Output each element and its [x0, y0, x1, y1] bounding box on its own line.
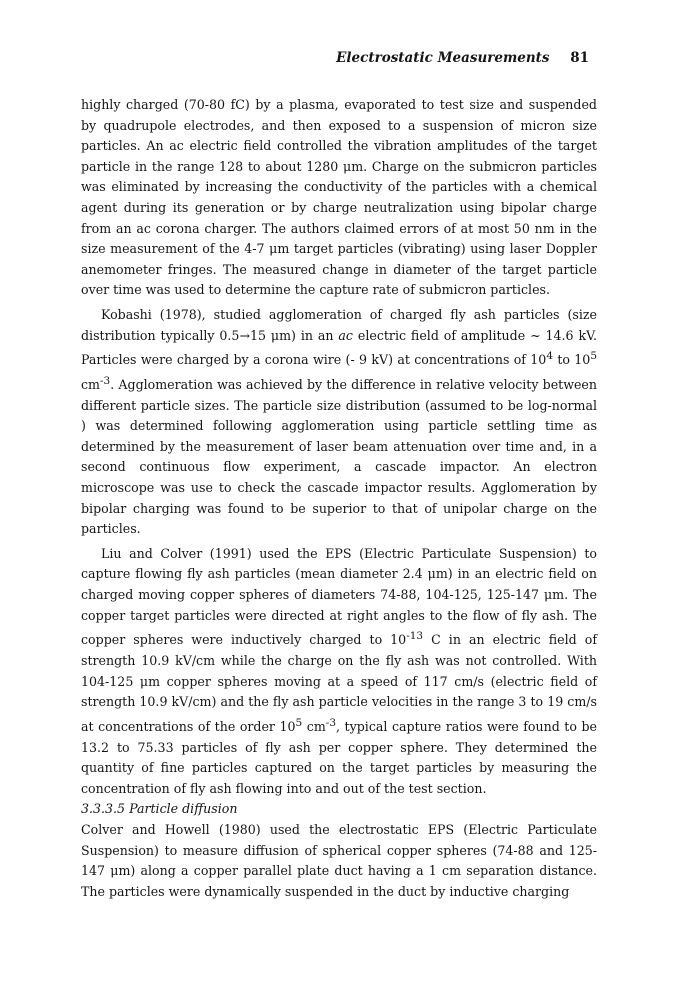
paragraph-3: Liu and Colver (1991) used the EPS (Electric Particulate Suspension) to capture flowing fly ash particles (mean diameter 2.4 μm) in an electric field on charged moving copper spheres of diameters 74-88, 104-125, 125-147 μm. The copper target particles were directed at right angles to the flow of fly ash. The copper spheres were inductively charged to $10^{-13}$ C in an electric field of strength 10.9 kV/cm while the charge on the fly ash was not controlled. With 104-125 μm copper spheres moving at a speed of 117 cm/s (electric field of strength 10.9 kV/cm) and the fly ash particle velocities in the range 3 to 19 cm/s at concentrations of the order $10^5$ $cm^{-3}$, typical capture ratios were found to be 13.2 to 75.33 particles of fly ash per copper sphere. They determined the quantity of fine particles captured on the target particles by measuring the concentration of fly ash flowing into and out of the test section.	[81, 545, 598, 796]
page-number: 81	[570, 50, 589, 66]
paragraph-2: Kobashi (1978), studied agglomeration of charged fly ash particles (size distribution typically 0.5→15 μm) in an ac electric field of amplitude ~ 14.6 kV. Particles were charged by a corona wire (- 9 kV) at concentrations of $10^4$ to $10^5$ $cm^{-3}$. Agglomeration was achieved by the difference in relative velocity between different particle sizes. The particle size distribution (assumed to be log-normal ) was determined following agglomeration using particle settling time as determined by the measurement of laser beam attenuation over time and, in a second continuous flow experiment, a cascade impactor. An electron microscope was use to check the cascade impactor results. Agglomeration by bipolar charging was found to be superior to that of unipolar charge on the particles.	[81, 306, 597, 537]
running-header	[336, 50, 589, 66]
paragraph-1: highly charged (70-80 fC) by a plasma, evaporated to test size and suspended by quadrupole electrodes, and then exposed to a suspension of micron size particles. An ac electric field controlled the vibration amplitudes of the target particle in the range 128 to about 1280 μm. Charge on the submicron particles was eliminated by increasing the conductivity of the particles with a chemical agent during its generation or by charge neutralization using bipolar charge from an ac corona charger. The authors claimed errors of at most 50 nm in the size measurement of the 4-7 μm target particles (vibrating) using laser Doppler anemometer fringes. The measured change in diameter of the target particle over time was used to determine the capture rate of submicron particles.	[81, 97, 597, 298]
page-body	[81, 95, 597, 902]
header-title: Electrostatic Measurements	[336, 50, 550, 66]
paragraph-4: Colver and Howell (1980) used the electrostatic EPS (Electric Particulate Suspension) to measure diffusion of spherical copper spheres (74-88 and 125-147 μm) along a copper parallel plate duct having a 1 cm separation distance. The particles were dynamically suspended in the duct by inductive charging	[81, 821, 597, 899]
section-heading: 3.3.3.5 Particle diffusion	[81, 801, 238, 817]
